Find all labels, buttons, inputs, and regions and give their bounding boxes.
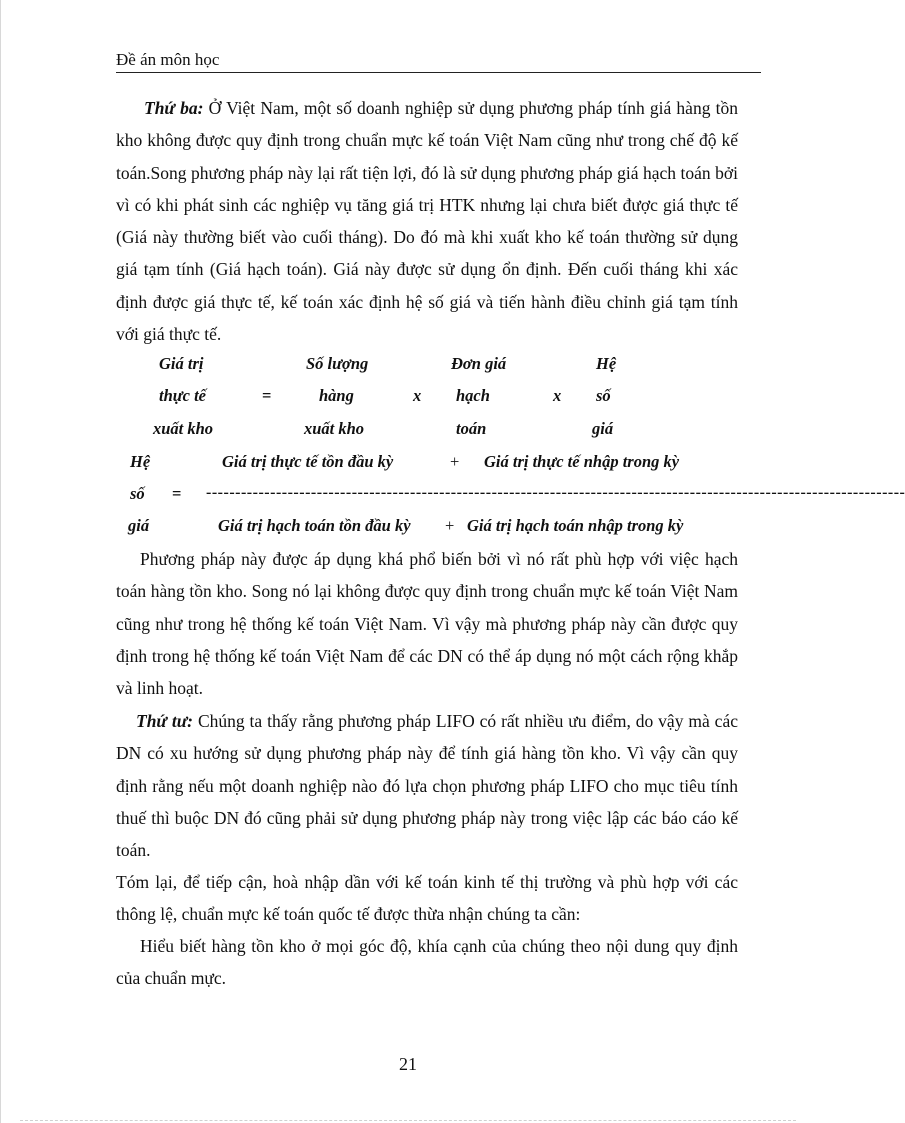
paragraph-text: Tóm lại, để tiếp cận, hoà nhập dần với kế toán kinh tế thị trường và phù hợp với các thông lệ, chuẩn mực kế toán quốc tế được thừa nhận chúng ta cần: [116, 872, 738, 925]
formula-numerator-a: Giá trị thực tế tồn đầu kỳ [222, 452, 394, 471]
formula-term: thực tế [159, 386, 207, 405]
formula-denominator-a: Giá trị hạch toán tồn đầu kỳ [218, 516, 411, 535]
formula-term: Đơn giá [451, 354, 507, 373]
paragraph-lead: Thứ ba: [144, 98, 204, 118]
formula-term: Hệ [130, 452, 151, 471]
formula-operator: + [445, 516, 455, 535]
paragraph-text: Hiểu biết hàng tồn kho ở mọi góc độ, khía cạnh của chúng theo nội dung quy định của chuẩn mực. [116, 936, 738, 989]
formula-term: số [596, 386, 611, 405]
formula-term: toán [456, 419, 487, 438]
paragraph-lead: Thứ tư: [136, 711, 194, 731]
formula-term: giá [128, 516, 150, 535]
formula-operator: x [553, 386, 562, 405]
formula-numerator-b: Giá trị thực tế nhập trong kỳ [484, 452, 680, 471]
paragraph-text: Phương pháp này được áp dụng khá phổ biến bởi vì nó rất phù hợp với việc hạch toán hàng tồn kho. Song nó lại không được quy định trong chuẩn mực kế toán Việt Nam cũng như trong hệ thống kế toán Việt Nam. Vì vậy mà phương pháp này cần được quy định trong hệ thống kế toán Việt Nam để các DN có thể áp dụng nó một cách rộng khắp và linh hoạt. [116, 549, 738, 699]
formula-term: hạch [456, 386, 490, 405]
fraction-rule: ------------------------------------------------------------------------------------------------------------------------ [206, 484, 905, 501]
formula-operator: + [450, 452, 460, 471]
formula-term: Số lượng [306, 354, 369, 373]
page-number: 21 [399, 1054, 417, 1074]
formula-term: giá [592, 419, 614, 438]
formula-term: Giá trị [159, 354, 204, 373]
formula-term: xuất kho [153, 419, 214, 438]
formula-term: hàng [319, 386, 354, 405]
paragraph-hieu-biet [116, 930, 738, 995]
page-header [116, 48, 761, 73]
formula-operator: = [172, 484, 182, 503]
paragraph-thu-tu [116, 705, 738, 866]
paragraph-text: Ở Việt Nam, một số doanh nghiệp sử dụng phương pháp tính giá hàng tồn kho không được quy định trong chuẩn mực kế toán Việt Nam cũng như trong chế độ kế toán.Song phương pháp này lại rất tiện lợi, đó là sử dụng phương pháp giá hạch toán bởi vì có khi phát sinh các nghiệp vụ tăng giá trị HTK nhưng lại chưa biết được giá thực tế (Giá này thường biết vào cuối tháng). Do đó mà khi xuất kho kế toán thường sử dụng giá tạm tính (Giá hạch toán). Giá này được sử dụng ổn định. Đến cuối tháng khi xác định được giá thực tế, kế toán xác định hệ số giá và tiến hành điều chỉnh giá tạm tính với giá thực tế. [116, 98, 738, 345]
formula-operator: x [413, 386, 422, 405]
header-title: Đề án môn học [116, 50, 220, 69]
formula-term: xuất kho [304, 419, 365, 438]
formula-term: số [130, 484, 145, 503]
formula-denominator-b: Giá trị hạch toán nhập trong kỳ [467, 516, 684, 535]
paragraph-tom-lai [116, 866, 738, 931]
paragraph-text: Chúng ta thấy rằng phương pháp LIFO có rất nhiều ưu điểm, do vậy mà các DN có xu hướng sử dụng phương pháp này để tính giá hàng tồn kho. Vì vậy cần quy định rằng nếu một doanh nghiệp nào đó lựa chọn phương pháp LIFO cho mục tiêu tính thuế thì buộc DN đó cũng phải sử dụng phương pháp này trong việc lập các báo cáo kế toán. [116, 711, 738, 861]
formula-term: Hệ [596, 354, 617, 373]
formula-operator: = [262, 386, 272, 405]
page-bottom-edge [20, 1120, 796, 1121]
paragraph-thu-ba [116, 92, 738, 350]
paragraph-phuong-phap [116, 543, 738, 704]
